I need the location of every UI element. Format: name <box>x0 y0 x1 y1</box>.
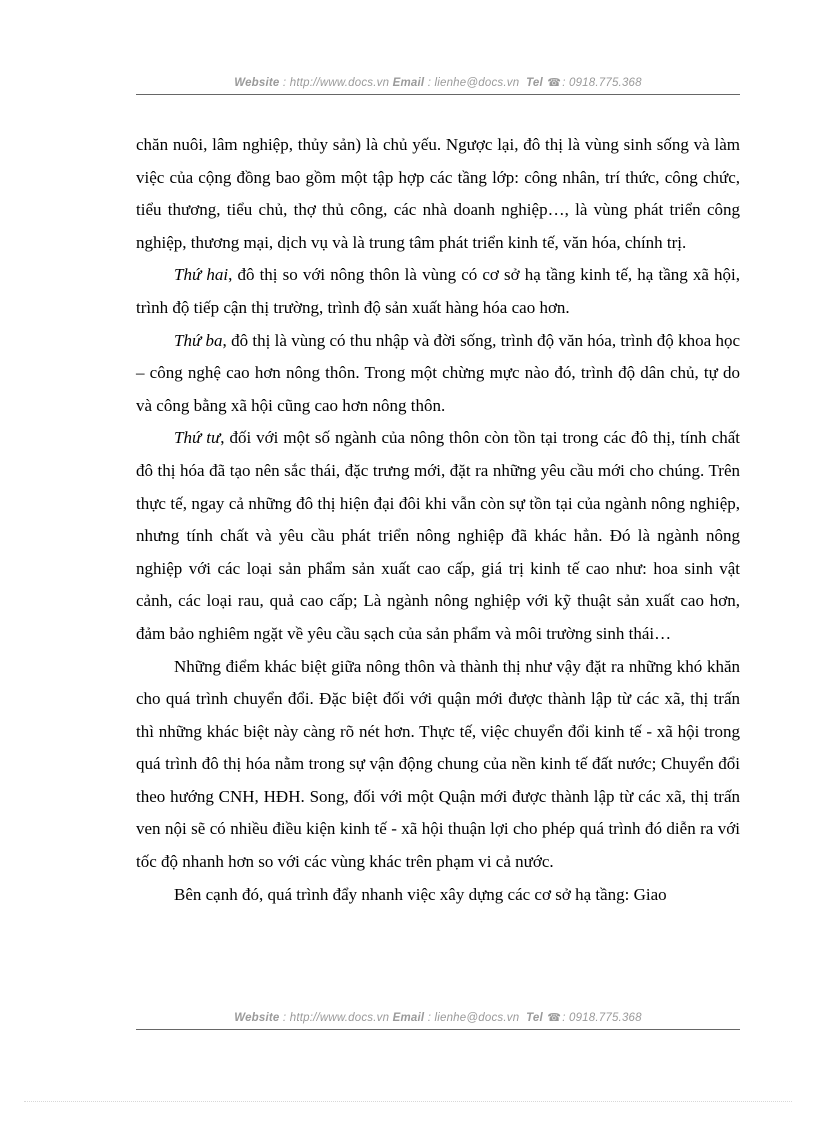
footer-tel-value: : 0918.775.368 <box>562 1012 642 1024</box>
paragraph-4-lead: Thứ tư <box>174 428 221 448</box>
page-footer <box>136 1011 740 1030</box>
paragraph-4-text: , đối với một số ngành của nông thôn còn tồn tại trong các đô thị, tính chất đô thị hóa đã tạo nên sắc thái, đặc trưng mới, đặt ra những yêu cầu mới cho chúng. Trên thực tế, ngay cả những đô thị hiện đại đôi khi vẫn còn sự tồn tại của ngành nông nghiệp, nhưng tính chất và yêu cầu phát triển nông nghiệp đã khác hẳn. Đó là ngành nông nghiệp với các loại sản phẩm sản xuất cao cấp, giá trị kinh tế cao như: hoa sinh vật cảnh, các loại rau, quả cao cấp; Là ngành nông nghiệp với kỹ thuật sản xuất cao hơn, đảm bảo nghiêm ngặt về yêu cầu sạch của sản phẩm và môi trường sinh thái… <box>136 428 740 643</box>
paragraph-6: Bên cạnh đó, quá trình đẩy nhanh việc xây dựng các cơ sở hạ tầng: Giao <box>174 884 667 904</box>
header-email-label: Email <box>392 77 425 89</box>
paragraph-4 <box>136 422 740 650</box>
header-email-sep: : <box>424 77 435 89</box>
header-email-value[interactable]: lienhe@docs.vn <box>434 77 520 89</box>
phone-icon: ☎ <box>547 1012 562 1024</box>
paragraph-3-lead: Thứ ba <box>174 330 223 350</box>
header-tel-label: Tel <box>526 77 543 89</box>
footer-website-label: Website <box>234 1012 280 1024</box>
footer-website-sep: : <box>279 1012 290 1024</box>
footer-tel-label: Tel <box>526 1012 543 1024</box>
footer-email-value[interactable]: lienhe@docs.vn <box>434 1012 520 1024</box>
header-tel-value: : 0918.775.368 <box>562 77 642 89</box>
page-header <box>136 76 740 95</box>
paragraph-3-text: , đô thị là vùng có thu nhập và đời sống, trình độ văn hóa, trình độ khoa học – công nghệ cao hơn nông thôn. Trong một chừng mực nào đó, trình độ dân chủ, tự do và công bằng xã hội cũng cao hơn nông thôn. <box>136 330 740 415</box>
footer-email-sep: : <box>424 1012 435 1024</box>
paragraph-5: Những điểm khác biệt giữa nông thôn và thành thị như vậy đặt ra những khó khăn cho quá trình chuyển đổi. Đặc biệt đối với quận mới được thành lập từ các xã, thị trấn thì những khác biệt này càng rõ nét hơn. Thực tế, việc chuyển đổi kinh tế - xã hội trong quá trình đô thị hóa nằm trong sự vận động chung của nền kinh tế đất nước; Chuyển đổi theo hướng CNH, HĐH. Song, đối với một Quận mới được thành lập từ các xã, thị trấn ven nội sẽ có nhiều điều kiện kinh tế - xã hội thuận lợi cho phép quá trình đó diễn ra với tốc độ nhanh hơn so với các vùng khác trên phạm vi cả nước. <box>136 656 740 872</box>
paragraph-2-lead: Thứ hai <box>174 265 229 285</box>
document-body <box>136 129 740 911</box>
footer-email-label: Email <box>392 1012 425 1024</box>
header-website-url[interactable]: http://www.docs.vn <box>289 77 390 89</box>
header-website-sep: : <box>279 77 290 89</box>
phone-icon: ☎ <box>547 77 562 89</box>
footer-website-url[interactable]: http://www.docs.vn <box>289 1012 390 1024</box>
page-edge-divider <box>24 1101 792 1102</box>
paragraph-3 <box>136 325 740 423</box>
paragraph-1: chăn nuôi, lâm nghiệp, thủy sản) là chủ yếu. Ngược lại, đô thị là vùng sinh sống và làm việc của cộng đồng bao gồm một tập hợp các tầng lớp: công nhân, trí thức, công chức, tiểu thương, tiểu chủ, thợ thủ công, các nhà doanh nghiệp…, là vùng phát triển công nghiệp, thương mại, dịch vụ và là trung tâm phát triển kinh tế, văn hóa, chính trị. <box>136 135 740 252</box>
header-website-label: Website <box>234 77 280 89</box>
paragraph-2 <box>136 259 740 324</box>
paragraph-2-text: , đô thị so với nông thôn là vùng có cơ sở hạ tầng kinh tế, hạ tầng xã hội, trình độ tiếp cận thị trường, trình độ sản xuất hàng hóa cao hơn. <box>136 265 740 317</box>
